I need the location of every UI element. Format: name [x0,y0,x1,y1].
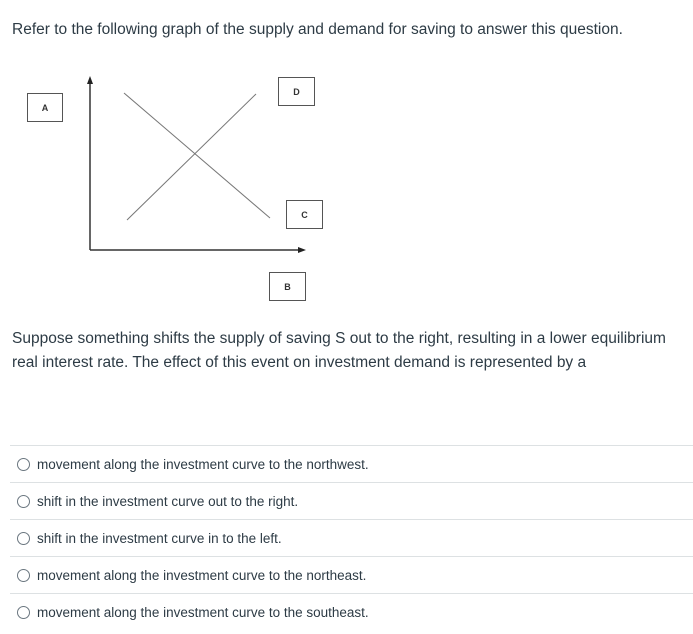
question-intro: Refer to the following graph of the supply and demand for saving to answer this question. [12,21,623,38]
graph-label-a: A [27,93,63,122]
answer-label[interactable]: movement along the investment curve to the northwest. [37,456,369,472]
answer-option-5[interactable] [10,593,693,630]
answer-label[interactable]: shift in the investment curve out to the right. [37,493,299,509]
graph-label-b: B [269,272,306,301]
graph-label-d: D [278,77,315,106]
radio-button[interactable] [17,569,30,582]
answer-option-1[interactable] [10,445,693,482]
radio-button[interactable] [17,532,30,545]
y-axis-arrow-icon [87,76,93,84]
graph-label-c: C [286,200,323,229]
answer-list [10,445,693,630]
demand-curve-line [124,93,270,218]
answer-option-2[interactable] [10,482,693,519]
radio-button[interactable] [17,606,30,619]
answer-option-4[interactable] [10,556,693,593]
answer-label[interactable]: movement along the investment curve to the northeast. [37,567,367,583]
radio-button[interactable] [17,458,30,471]
answer-label[interactable]: movement along the investment curve to the southeast. [37,604,369,620]
answer-option-3[interactable] [10,519,693,556]
x-axis-arrow-icon [298,247,306,253]
question-prompt: Suppose something shifts the supply of saving S out to the right, resulting in a lower equilibrium real interest rate. The effect of this event on investment demand is represented by a [12,330,666,371]
supply-curve-line [127,94,256,220]
radio-button[interactable] [17,495,30,508]
answer-label[interactable]: shift in the investment curve in to the left. [37,530,282,546]
